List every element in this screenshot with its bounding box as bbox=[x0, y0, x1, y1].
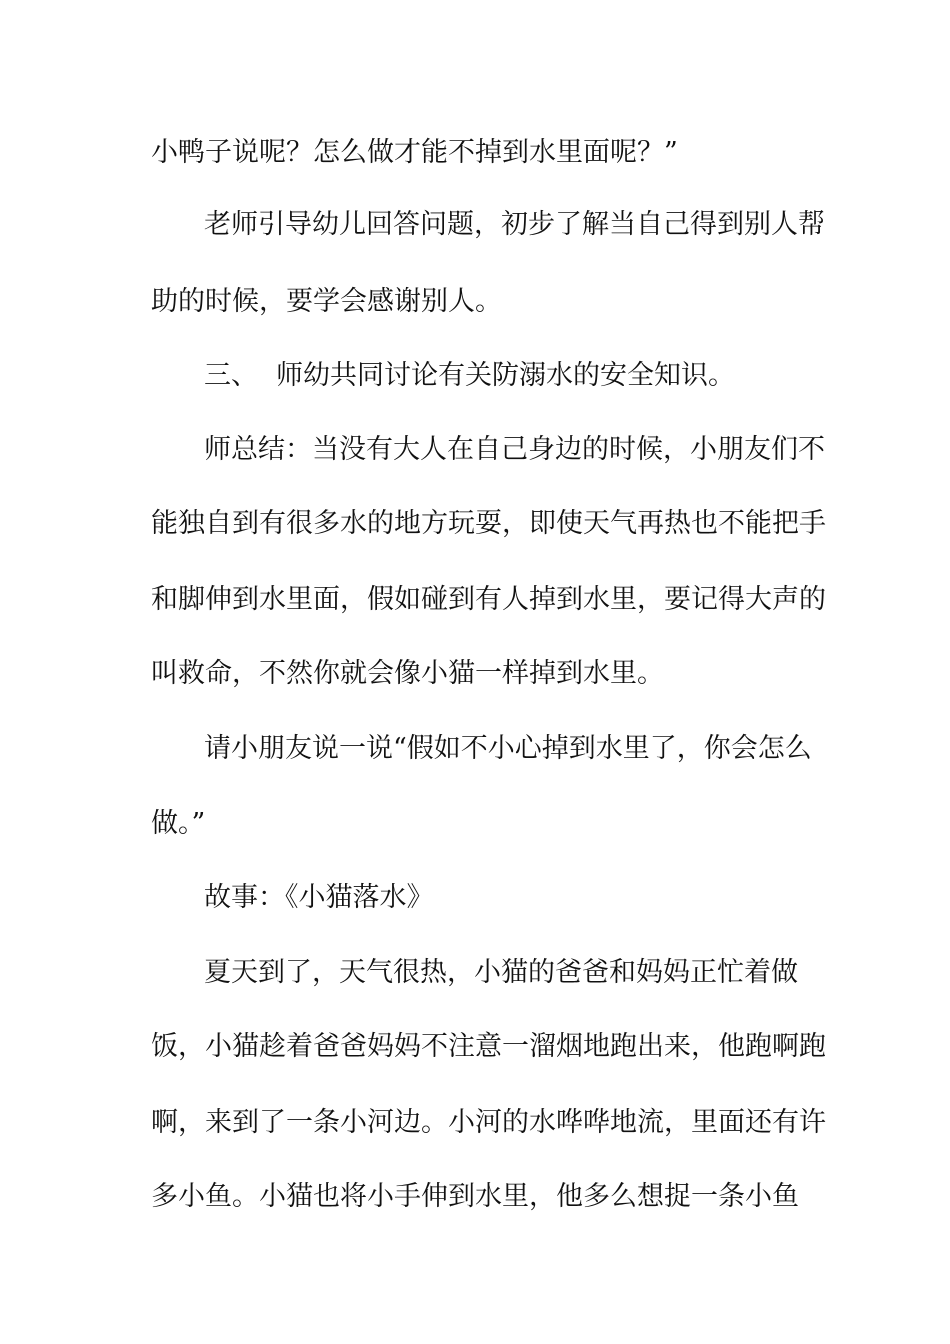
paragraph-line: 请小朋友说一说“假如不小心掉到水里了，你会怎么 bbox=[204, 733, 812, 764]
section-number: 三、 bbox=[204, 360, 258, 391]
paragraph-line: 小鸭子说呢？怎么做才能不掉到水里面呢？” bbox=[151, 137, 678, 168]
paragraph-line: 啊，来到了一条小河边。小河的水哗哗地流，里面还有许 bbox=[151, 1107, 826, 1138]
paragraph-line: 师总结：当没有大人在自己身边的时候，小朋友们不 bbox=[204, 434, 825, 465]
paragraph-line: 助的时候，要学会感谢别人。 bbox=[151, 286, 502, 317]
paragraph-line: 叫救命，不然你就会像小猫一样掉到水里。 bbox=[151, 658, 664, 689]
paragraph-line: 能独自到有很多水的地方玩耍，即使天气再热也不能把手 bbox=[151, 508, 826, 539]
paragraph-line: 饭，小猫趁着爸爸妈妈不注意一溜烟地跑出来，他跑啊跑 bbox=[151, 1031, 826, 1062]
paragraph-line: 老师引导幼儿回答问题，初步了解当自己得到别人帮 bbox=[204, 209, 825, 240]
paragraph-line: 多小鱼。小猫也将小手伸到水里，他多么想捉一条小鱼 bbox=[151, 1181, 799, 1212]
paragraph-line: 做。” bbox=[151, 808, 206, 839]
paragraph-line: 和脚伸到水里面，假如碰到有人掉到水里，要记得大声的 bbox=[151, 584, 826, 615]
story-title: 故事：《小猫落水》 bbox=[204, 882, 434, 913]
section-heading bbox=[0, 356, 950, 396]
section-title: 师幼共同讨论有关防溺水的安全知识。 bbox=[276, 360, 735, 391]
paragraph-line: 夏天到了，天气很热，小猫的爸爸和妈妈正忙着做 bbox=[204, 957, 798, 988]
